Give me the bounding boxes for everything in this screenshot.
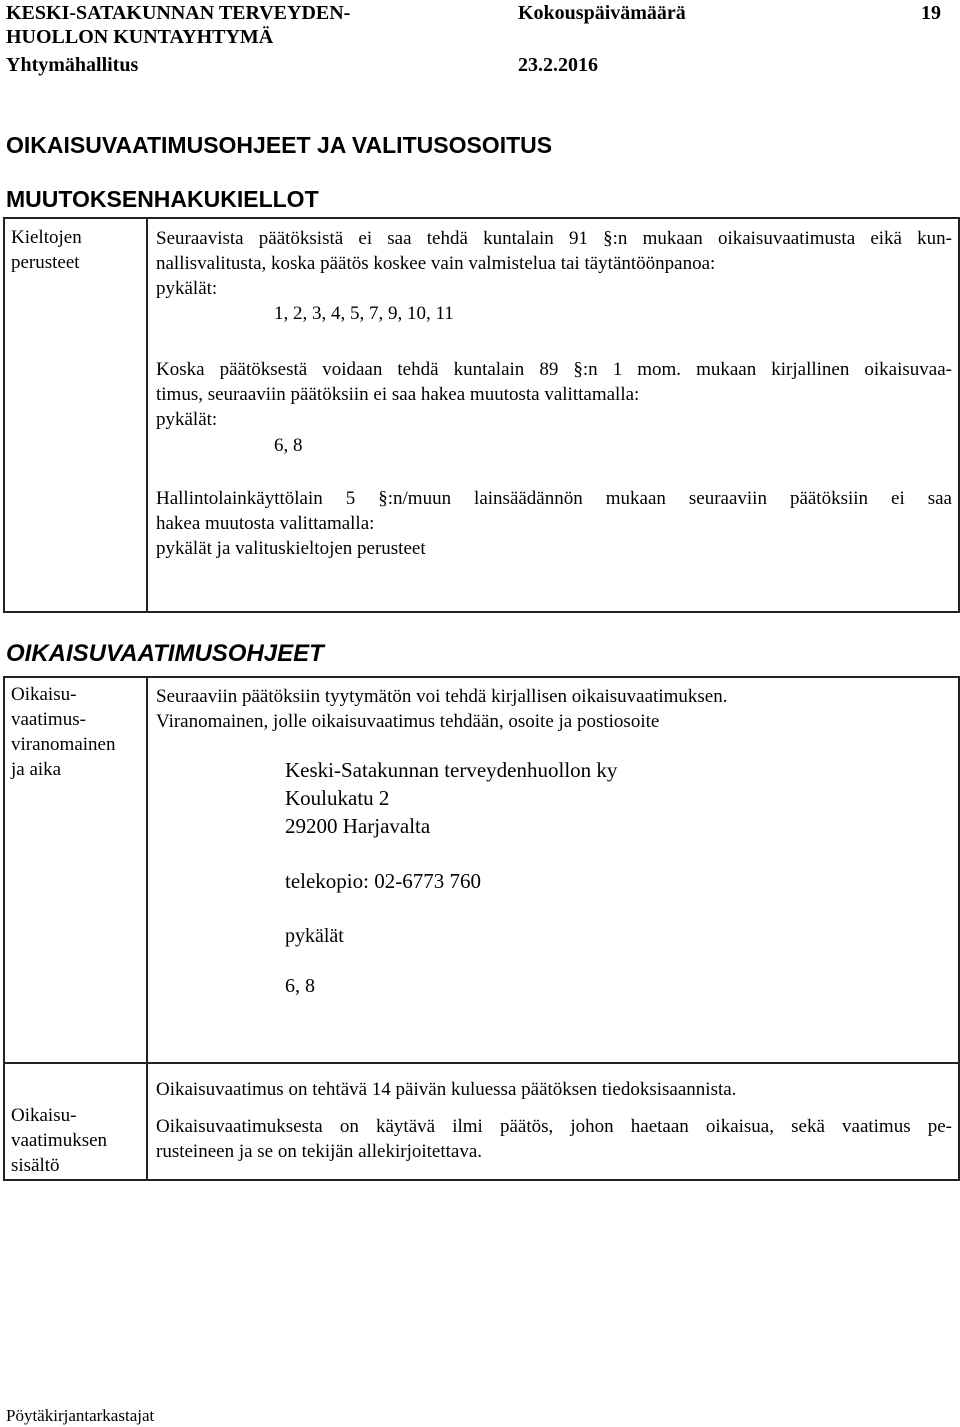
sections-list: 1, 2, 3, 4, 5, 7, 9, 10, 11 bbox=[274, 303, 454, 324]
address-street: Koulukatu 2 bbox=[285, 786, 390, 810]
prohibitions-label bbox=[11, 225, 82, 275]
address-name: Keski-Satakunnan terveydenhuollon ky bbox=[285, 758, 618, 782]
label-line: Kieltojen bbox=[11, 227, 82, 248]
sections-label: pykälät: bbox=[156, 278, 218, 299]
rectification-content-label bbox=[11, 1103, 107, 1178]
rectification-content-text bbox=[156, 1077, 952, 1164]
text-line: pykälät ja valituskieltojen perusteet bbox=[156, 538, 426, 559]
page-number: 19 bbox=[921, 2, 941, 24]
text-line: Viranomainen, jolle oikaisuvaatimus tehdään, osoite ja postiosoite bbox=[156, 711, 660, 732]
text-line: rusteineen ja se on tekijän allekirjoitettava. bbox=[156, 1141, 483, 1162]
sections-list: 6, 8 bbox=[274, 435, 303, 456]
paragraph-prohibitions-3 bbox=[156, 486, 952, 561]
paragraph-prohibitions-2 bbox=[156, 357, 952, 460]
main-title: OIKAISUVAATIMUSOHJEET JA VALITUSOSOITUS bbox=[6, 132, 553, 158]
section-title-appeal-prohibitions: MUUTOKSENHAKUKIELLOT bbox=[6, 186, 319, 212]
address-postal: 29200 Harjavalta bbox=[285, 814, 431, 838]
text-line: Oikaisuvaatimus on tehtävä 14 päivän kuluessa päätöksen tiedoksisaannista. bbox=[156, 1079, 737, 1100]
text-line: Koska päätöksestä voidaan tehdä kuntalain 89 §:n 1 mom. mukaan kirjallinen oikaisuvaa- bbox=[156, 359, 952, 380]
sections-label: pykälät: bbox=[156, 409, 218, 430]
rectification-sections: 6, 8 bbox=[285, 975, 315, 997]
label-line: vaatimuksen bbox=[11, 1130, 108, 1151]
meeting-body: Yhtymähallitus bbox=[6, 54, 139, 76]
minutes-checkers-footer: Pöytäkirjantarkastajat bbox=[6, 1406, 155, 1425]
text-line: hakea muutosta valittamalla: bbox=[156, 513, 375, 534]
label-line: sisältö bbox=[11, 1155, 60, 1176]
text-line: Seuraavista päätöksistä ei saa tehdä kuntalain 91 §:n mukaan oikaisuvaatimusta eikä kun- bbox=[156, 228, 952, 249]
text-line: nallisvalitusta, koska päätös koskee vain valmistelua tai täytäntöönpanoa: bbox=[156, 253, 716, 274]
label-line: Oikaisu- bbox=[11, 684, 77, 705]
paragraph-prohibitions-1 bbox=[156, 226, 952, 328]
rectification-sections-label: pykälät bbox=[285, 925, 344, 947]
prohibitions-label-cell bbox=[3, 217, 148, 613]
organization-name-line1: KESKI-SATAKUNNAN TERVEYDEN- bbox=[6, 2, 351, 24]
meeting-date-label: Kokouspäivämäärä bbox=[518, 2, 686, 24]
label-line: Oikaisu- bbox=[11, 1105, 77, 1126]
text-line: Oikaisuvaatimuksesta on käytävä ilmi päätös, johon haetaan oikaisua, sekä vaatimus pe- bbox=[156, 1116, 952, 1137]
label-line: perusteet bbox=[11, 252, 80, 273]
text-line: Hallintolainkäyttölain 5 §:n/muun lainsäädännön mukaan seuraaviin päätöksiin ei saa bbox=[156, 488, 952, 509]
text-line: Seuraaviin päätöksiin tyytymätön voi tehdä kirjallisen oikaisuvaatimuksen. bbox=[156, 686, 728, 707]
section-title-rectification-instructions: OIKAISUVAATIMUSOHJEET bbox=[6, 640, 324, 667]
label-line: vaatimus- bbox=[11, 709, 86, 730]
rectification-authority-label bbox=[11, 682, 115, 782]
row-divider bbox=[3, 1062, 960, 1064]
authority-address bbox=[285, 756, 617, 840]
meeting-date: 23.2.2016 bbox=[518, 54, 598, 76]
text-line: timus, seuraaviin päätöksiin ei saa hakea muutosta valittamalla: bbox=[156, 384, 640, 405]
organization-name-line2: HUOLLON KUNTAYHTYMÄ bbox=[6, 26, 274, 48]
fax-number: telekopio: 02-6773 760 bbox=[285, 869, 481, 893]
label-line: ja aika bbox=[11, 759, 62, 780]
label-line: viranomainen bbox=[11, 734, 116, 755]
rectification-authority-text bbox=[156, 684, 952, 734]
